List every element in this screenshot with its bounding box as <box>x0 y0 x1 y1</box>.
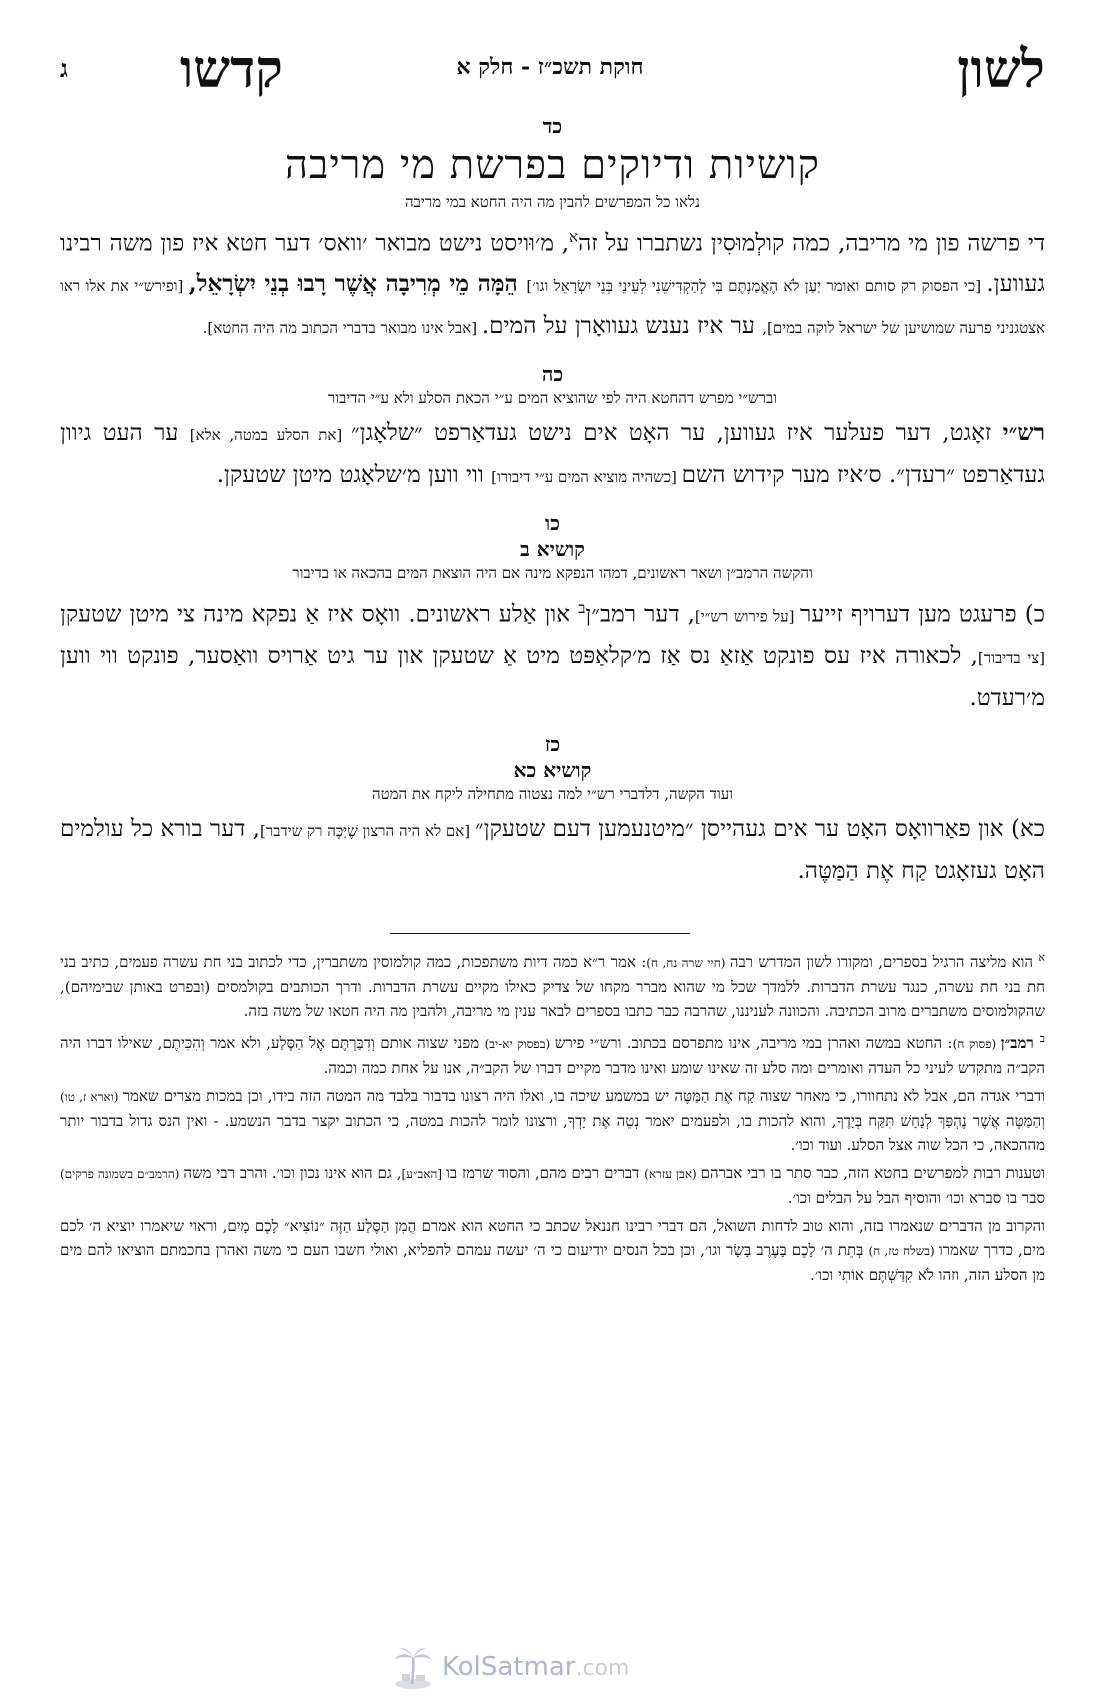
footnote <box>60 1027 1045 1080</box>
footnote-divider <box>60 933 1045 934</box>
hebrew-note: [כשהיה מוציא המים ע״י דיבורו] <box>491 467 682 486</box>
section-number: כז <box>544 732 561 757</box>
footnote <box>60 1214 1045 1287</box>
text: : החטא במשה ואהרן במי מריבה, אינו מתפרסם בכתוב. ורש״י פירש <box>554 1034 953 1053</box>
main-title: קושיות ודיוקים בפרשת מי מריבה <box>285 142 820 188</box>
text: ער העט גיוון געדאַרפט ״רעדן״. ס׳איז מער קידוש השם <box>60 419 1045 488</box>
section-number: כה <box>541 361 564 386</box>
section-subtitle: נלאו כל המפרשים להבין מה היה החטא במי מריבה <box>405 193 700 211</box>
text: רש״י <box>1002 418 1045 446</box>
question-title: קושיא כא <box>513 758 592 783</box>
text: זאָגט, דער פעלער איז געווען, ער האָט אים נישט געדאַרפט ״שלאָגן״ <box>351 419 1003 446</box>
paragraph <box>60 217 1045 348</box>
text: , לכאורה איז עס פונקט אַזאַ <box>719 643 978 670</box>
hebrew-note: [כי הפסוק רק סותם ואומר יַעַן לֹא הֶאֱמַנְתֶּם בִּי לְהַקְדִּישֵׁנִי לְעֵינֵי בְּנֵי יִשְׂרָאֵל וגו׳] <box>526 276 987 295</box>
header-title-left: קדשו <box>180 39 283 100</box>
citation: (הרמב״ם בשמונה פרקים) <box>60 1167 184 1182</box>
text: , מ׳וּויסט נישט מבואר <box>375 230 570 257</box>
text: סבר בו סברא וכו׳ והוסיף הבל על הבלים וכו׳. <box>787 1189 1045 1208</box>
text: וטענות רבות למפרשים בחטא הזה, כבר סתר בו רבי אברהם <box>700 1164 1045 1183</box>
section-number: כד <box>542 114 563 138</box>
text: ׳וואס׳ דער חטא איז פון משה רבינו געווען. <box>60 230 1045 297</box>
citation: (פסוק ח) <box>952 1037 1001 1052</box>
section-subtitle: וברש״י מפרש דהחטא היה לפי שהוציא המים ע״י הכאת הסלע ולא ע״י הדיבור <box>327 388 778 407</box>
text: , דער רמב״ן <box>585 601 695 628</box>
header-center-title: חוקת תשכ״ז - חלק א <box>456 54 644 80</box>
text: הוא מליצה הרגיל בספרים, ומקורו לשון המדרש רבה <box>729 953 1039 972</box>
citation: (בשלח טז, ח) <box>868 1244 939 1259</box>
text: ער איז נענש געוואָרן על המים. <box>481 312 763 339</box>
page-number: ג <box>60 54 68 83</box>
text: ווי ווען מ׳שלאָגט מיטן שטעקן. <box>216 461 492 488</box>
footnote-mark[interactable]: א <box>569 228 579 246</box>
footnote-mark[interactable]: ב <box>578 598 586 617</box>
text: , דער בורא כל עולמים האָט געזאָגט קַח אֶת הַמַּטֶּה. <box>60 816 1045 885</box>
section-subtitle: ועוד הקשה, דלדברי רש״י למה נצטוה מתחילה ליקח את המטה <box>371 785 734 804</box>
text: , גם הוא אינו נכון וכו׳. והרב רבי משה <box>183 1164 402 1183</box>
text: וְהַמַּטֶּה אֲשֶׁר נֶהְפַּךְ לְנָחָשׁ תִּקַּח בְּיָדֶךָ, והוא להכות בו, ולפעמים יאמר נְטֵה אֶת יָדְךָ, ורצונו לומר להכות במטה, כי הכתוב יקצר בדבר הנשמע. - ואין הנס גדול בדבור יותר מההכאה, כי הכל שוה אצל הסלע. ועוד וכו׳. <box>60 1112 1045 1155</box>
citation: (אבן עזרא) <box>644 1167 701 1182</box>
verse-quote: הֵמָּה מֵי מְרִיבָה אֲשֶׁר רָבוּ בְנֵי יִשְׂרָאֵל, <box>188 269 527 297</box>
text: און אַלע ראשונים. <box>408 601 579 628</box>
citation: [האב״ע] <box>401 1167 447 1182</box>
hebrew-note: [על פירוש רש״י] <box>694 607 801 626</box>
text: בְּתֵת ה׳ לָכֶם בָּעֶרֶב בָּשָׂר וגו׳, וכן בכל הנסים יודיעום כי ה׳ יעשה עמהם להפליא, ואולי חשבו העם כי משה ואהרן בחכמתם הוציאו להם מים מן הסלע הזה, וזהו לֹא קִדַּשְׁתֶּם אוֹתִי וכו׳. <box>60 1241 1045 1285</box>
text: והקרוב מן הדברים שנאמרו בזה, והוא טוב לדחות השואל, הם דברי רבינו חננאל שכתב כי החטא הוא אמרם הֲמִן הַסֶּלַע הַזֶּה ״נוֹצִיא״ לָכֶם מָיִם, וראוי שיאמרו יוציא ה׳ לכם מים, כדרך שאמרו <box>60 1217 1045 1260</box>
palm-tree-icon <box>390 1644 436 1690</box>
text: דברים רבים מהם, והסוד שרמז בו <box>446 1164 645 1183</box>
section-subtitle: והקשה הרמב״ן ושאר ראשונים, דמהו הנפקא מינה אם היה הוצאת המים בהכאה או בדיבור <box>292 563 813 582</box>
footnote <box>60 1084 1045 1157</box>
citation: (וארא ז, טו) <box>60 1090 123 1105</box>
footnote <box>60 946 1045 1023</box>
footnote <box>60 1161 1045 1210</box>
text: נס אַז מ׳קלאַפּט מיט אַ שטעקן און ער גיט אַרויס וואַסער, פונקט ווי ווען מ׳רעדט. <box>60 643 1045 712</box>
text: מפני שצוה אותם וְדִבַּרְתֶּם אֶל הַסֶּלַע, ולא אמר וְהִכִּיתֶם, שאילו דברו היה הקב״ה מתקדש לעיני כל העדה ואומרים ומה סלע זה שאינו שומע ואינו מדבר מקיים דברו של הקב״ה, אנו על אחת כמה וכמה. <box>60 1034 1045 1078</box>
watermark <box>390 1644 650 1690</box>
text: רמב״ן <box>1000 1034 1040 1053</box>
watermark-text <box>442 1652 629 1682</box>
text: ודברי אגדה הם, אבל לא נתחוורו, כי מאחר שצוה קַח אֶת הַמַּטֶּה יש במשמע שיכה בו, ואלו היה רצונו בדבור בלבד מה המטה הזה בידו, וכן במכות מצרים שאמר <box>122 1087 1045 1106</box>
footnote-mark: ב <box>1039 1032 1046 1046</box>
text: : אמר ר״א כמה דיות משתפכות, כמה קולמוסין משתברין, כדי לכתוב בני חת עשרה פעמים, כתיב בני חת בני חת עשרה, כנגד עשרת הדברות. ללמדך שכל מי שהוא מברר מקחו של צדיק כאילו מקיים עשרת הדברות. ודרך הכותבים בקולמסים (ובפרט באותן שבימיהם), שהקולמוסים משתברים מרוב הכתיבה. והכוונה לעניננו, שהרבה כבר כתבו בספרים לבאר ענין מי מריבה, ולהבין מה היה חטאו של משה בזה. <box>60 953 1045 1021</box>
hebrew-note: [אם לא היה הרצון שֶׁיַּכֶּה רק שידבר] <box>260 822 475 841</box>
paragraph <box>60 809 1045 891</box>
watermark-name: KolSatmar <box>442 1652 576 1682</box>
citation: (בפסוק יא-יב) <box>484 1037 555 1052</box>
paragraph <box>60 588 1045 719</box>
watermark-domain: .com <box>575 1656 630 1681</box>
footnote-mark: א <box>1038 951 1045 965</box>
page-header <box>60 40 1045 110</box>
text: כ) פרעגט מען דערויף זייער <box>800 601 1045 628</box>
hebrew-note: [צי בדיבור] <box>977 649 1046 668</box>
citation: (חיי שרה נח, ח) <box>646 956 730 971</box>
hebrew-note: [ופירש״י את אלו ראו אצטגניני פרעה שמושיען של ישראל לוקה במים], <box>60 276 1045 337</box>
text: די פרשה פון מי מריבה, כמה קולְמוּסִין נשתברו על זה <box>578 230 1046 257</box>
hebrew-note: [אבל אינו מבואר בדברי הכתוב מה היה החטא]. <box>202 318 482 337</box>
text: וואָס איז אַ נפקא מינה צי מיטן שטעקן <box>60 601 401 628</box>
section-number: כו <box>545 510 560 535</box>
document-page <box>60 40 1045 1680</box>
hebrew-note: [את הסלע במטה, אלא] <box>189 425 352 444</box>
text: כא) און פאַרוואָס האָט ער אים געהייסן ״מיטנעמען דעם שטעקן״ <box>475 816 1045 843</box>
paragraph <box>60 413 1045 497</box>
header-title-right: לשון <box>957 39 1045 100</box>
question-title: קושיא ב <box>520 536 585 561</box>
